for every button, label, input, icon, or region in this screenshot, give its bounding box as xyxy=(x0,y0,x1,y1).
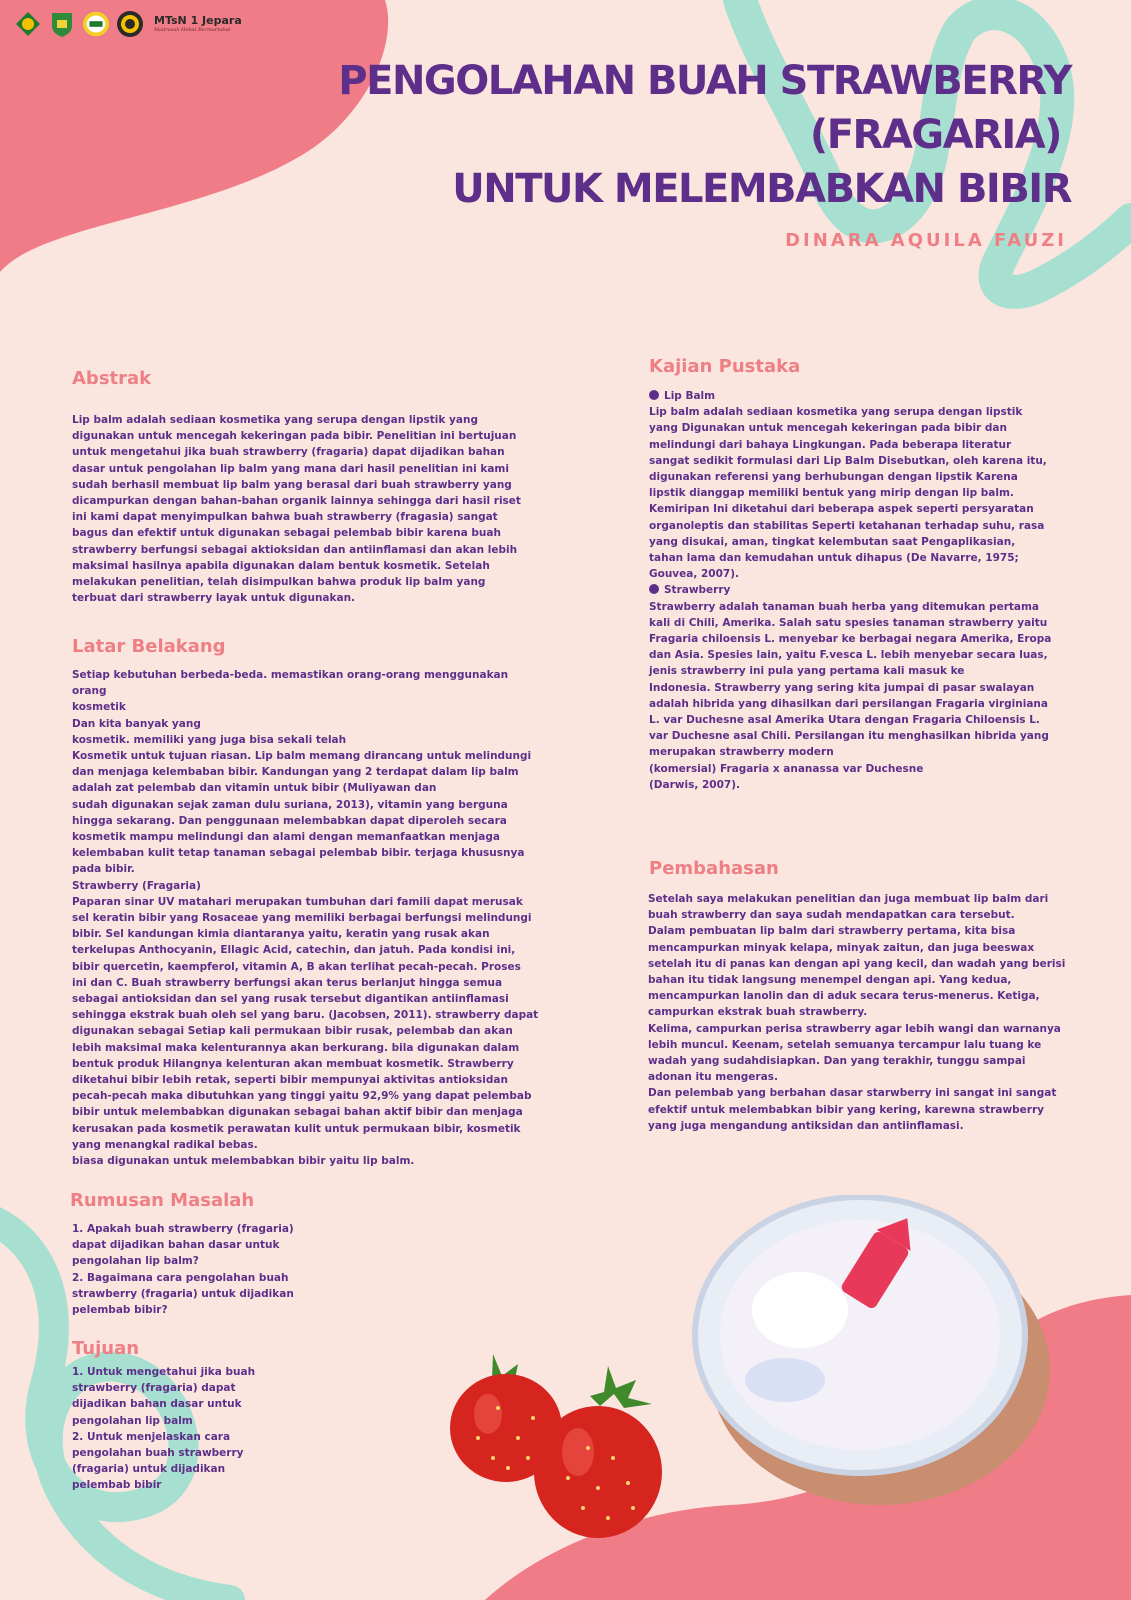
text-line: lipstik dianggap memiliki bentuk yang mirip dengan lip balm. xyxy=(649,487,1014,500)
text-line: Lip balm adalah sediaan kosmetika yang serupa dengan lipstik yang xyxy=(72,414,478,426)
text-line: kali di Chili, Amerika. Salah satu spesies tanaman strawberry yaitu xyxy=(649,616,1048,629)
school-identity xyxy=(154,15,242,33)
text-line: dijadikan bahan dasar untuk xyxy=(72,1398,242,1411)
kajian-pustaka-body xyxy=(649,388,1079,793)
text-line: sudah digunakan sejak zaman dulu suriana, 2013), vitamin yang berguna xyxy=(72,798,508,811)
text-line: campurkan ekstrak buah strawberry. xyxy=(648,1006,868,1019)
text-line: 1. Apakah buah strawberry (fragaria) xyxy=(72,1223,294,1235)
text-line: Dan pelembab yang berbahan dasar starwberry ini sangat ini sangat xyxy=(648,1087,1057,1100)
author-name: DINARA AQUILA FAUZI xyxy=(785,230,1067,251)
text-line: bibir quercetin, kaempferol, vitamin A, B akan terlihat pecah-pecah. Proses xyxy=(72,960,521,973)
pembahasan-body xyxy=(648,891,1088,1134)
text-line: pecah-pecah maka dibutuhkan yang tinggi yaitu 92,9% yang dapat pelembab xyxy=(72,1090,532,1103)
lip-balm-subheading xyxy=(649,388,1079,404)
text-line: kerusakan pada kosmetik perawatan kulit untuk permukaan bibir, kosmetik xyxy=(72,1122,521,1135)
text-line: lebih muncul. Keenam, setelah semuanya tercampur lalu tuang ke xyxy=(648,1038,1042,1051)
lip-balm-photo xyxy=(690,1195,1070,1510)
text-line: kosmetik. memiliki yang juga bisa sekali telah xyxy=(72,733,347,746)
text-line: terbuat dari strawberry layak untuk digunakan. xyxy=(72,592,356,605)
text-line: pengolahan lip balm xyxy=(72,1414,193,1427)
text-line: setelah itu di panas kan dengan api yang kecil, dan wadah yang berisi xyxy=(648,957,1066,970)
text-line: pelembab bibir xyxy=(72,1479,162,1492)
text-line: wadah yang sudahdisiapkan. Dan yang terakhir, tunggu sampai xyxy=(648,1055,1026,1068)
text-line: yang Digunakan untuk mencegah kekeringan pada bibir dan xyxy=(649,422,1007,435)
header-logos xyxy=(14,10,242,38)
text-line: Dan kita banyak yang xyxy=(72,717,201,730)
text-line: sel keratin bibir yang Rosaceae yang memiliki berbagai berfungsi melindungi xyxy=(72,912,532,925)
text-line: melakukan penelitian, telah disimpulkan bahwa produk lip balm yang xyxy=(72,576,486,589)
pembahasan-heading: Pembahasan xyxy=(649,858,779,879)
text-line: pengolahan buah strawberry xyxy=(72,1447,244,1460)
text-line: 2. Bagaimana cara pengolahan buah xyxy=(72,1271,289,1284)
text-line: bibir untuk melembabkan digunakan sebagai bahan aktif bibir dan menjaga xyxy=(72,1106,523,1119)
text-line: adalah zat pelembab dan vitamin untuk bibir (Muliyawan dan xyxy=(72,782,437,795)
bullet-icon xyxy=(649,390,659,400)
text-line: dan menjaga kelembaban bibir. Kandungan yang 2 terdapat dalam lip balm xyxy=(72,766,519,779)
text-line: buah strawberry dan saya sudah mendapatkan cara tersebut. xyxy=(648,909,1015,922)
text-line: pelembab bibir? xyxy=(72,1304,168,1317)
text-line: bagus dan efektif untuk digunakan sebagai pelembab bibir karena buah xyxy=(72,527,501,540)
text-line: Kemiripan Ini diketahui dari beberapa aspek seperti persyaratan xyxy=(649,503,1034,516)
text-line: (komersial) Fragaria x ananassa var Duchesne xyxy=(649,762,924,775)
text-line: var Duchesne asal Chili. Persilangan itu menghasilkan hibrida yang xyxy=(649,730,1049,743)
text-line: kelembaban kulit tetap tanaman sebagai pelembab bibir. terjaga khususnya xyxy=(72,847,525,860)
text-line: sebagai antioksidan dan sel yang rusak tersebut digantikan antiinflamasi xyxy=(72,993,509,1006)
school-motto: Madrasah Hebat Bermartabat xyxy=(154,27,231,33)
mtsn-emblem-logo xyxy=(116,10,144,38)
text-line: bahan itu tidak langsung menempel dengan api. Yang kedua, xyxy=(648,974,1012,987)
text-line: digunakan referensi yang berhubungan dengan lipstik Karena xyxy=(649,471,1018,484)
text-line: Fragaria chiloensis L. menyebar ke berbagai negara Amerika, Eropa xyxy=(649,633,1052,646)
text-line: strawberry (fragaria) dapat xyxy=(72,1382,236,1395)
text-line: merupakan strawberry modern xyxy=(649,746,834,759)
latar-belakang-body xyxy=(72,667,562,1169)
title-line-1: PENGOLAHAN BUAH STRAWBERRY xyxy=(338,58,1071,104)
rumusan-masalah-body xyxy=(72,1221,332,1318)
title-line-3: UNTUK MELEMBABKAN BIBIR xyxy=(452,166,1071,212)
text-line: jenis strawberry ini pula yang pertama kali masuk ke xyxy=(649,665,965,678)
abstrak-heading: Abstrak xyxy=(72,368,152,389)
text-line: Setiap kebutuhan berbeda-beda. memastikan orang-orang menggunakan xyxy=(72,669,509,681)
poster-title xyxy=(171,54,1071,216)
text-line: diketahui bibir lebih retak, seperti bibir mempunyai aktivitas antioksidan xyxy=(72,1074,508,1087)
text-line: sehingga ekstrak buah oleh sel yang baru. (Jacobsen, 2011). strawberry dapat xyxy=(72,1009,539,1022)
text-line: Gouvea, 2007). xyxy=(649,568,740,581)
text-line: digunakan untuk mencegah kekeringan pada bibir. Penelitian ini bertujuan xyxy=(72,430,517,443)
text-line: hingga sekarang. Dan penggunaan melembabkan dapat diperoleh secara xyxy=(72,814,507,827)
abstrak-body xyxy=(72,412,542,606)
kemenag-logo xyxy=(14,10,42,38)
text-line: mencampurkan minyak kelapa, minyak zaitun, dan juga beeswax xyxy=(648,941,1035,954)
text-line: melindungi dari bahaya Lingkungan. Pada beberapa literatur xyxy=(649,438,1012,451)
text-line: Paparan sinar UV matahari merupakan tumbuhan dari famili dapat merusak xyxy=(72,895,523,908)
text-line: pada bibir. xyxy=(72,863,135,876)
text-line: orang xyxy=(72,685,107,698)
text-line: Dalam pembuatan lip balm dari strawberry pertama, kita bisa xyxy=(648,925,1016,938)
text-line: Indonesia. Strawberry yang sering kita jumpai di pasar swalayan xyxy=(649,681,1035,694)
school-badge-logo xyxy=(82,10,110,38)
bullet-icon xyxy=(649,584,659,594)
text-line: (Darwis, 2007). xyxy=(649,778,740,791)
strawberries-photo xyxy=(448,1348,678,1548)
text-line: Kosmetik untuk tujuan riasan. Lip balm memang dirancang untuk melindungi xyxy=(72,750,532,763)
text-line: biasa digunakan untuk melembabkan bibir yaitu lip balm. xyxy=(72,1155,415,1168)
text-line: maksimal hasilnya apabila digunakan dalam bentuk kosmetik. Setelah xyxy=(72,559,490,572)
text-line: ini dan C. Buah strawberry berfungsi akan terus berlanjut hingga semua xyxy=(72,976,503,989)
text-line: yang menangkal radikal bebas. xyxy=(72,1138,258,1151)
text-line: Strawberry (Fragaria) xyxy=(72,879,201,892)
text-line: (fragaria) untuk dijadikan xyxy=(72,1463,226,1476)
text-line: pengolahan lip balm? xyxy=(72,1255,199,1268)
text-line: untuk mengetahui jika buah strawberry (fragaria) dapat dijadikan bahan xyxy=(72,446,505,459)
text-line: 2. Untuk menjelaskan cara xyxy=(72,1430,231,1443)
text-line: strawberry (fragaria) untuk dijadikan xyxy=(72,1287,294,1300)
text-line: strawberry berfungsi sebagai aktioksidan dan antiinflamasi dan akan lebih xyxy=(72,543,518,556)
text-line: digunakan sebagai Setiap kali permukaan bibir rusak, pelembab dan akan xyxy=(72,1025,513,1038)
text-line: yang juga mengandung antiksidan dan antiinflamasi. xyxy=(648,1119,964,1132)
title-line-2: (FRAGARIA) xyxy=(809,112,1061,158)
text-line: dasar untuk pengolahan lip balm yang mana dari hasil penelitian ini kami xyxy=(72,462,509,475)
text-line: yang disukai, aman, tingkat kelembutan saat Pengaplikasian, xyxy=(649,535,1016,548)
strawberry-text xyxy=(649,599,1079,793)
text-line: adonan itu mengeras. xyxy=(648,1071,778,1084)
latar-belakang-heading: Latar Belakang xyxy=(72,636,226,657)
rumusan-masalah-heading: Rumusan Masalah xyxy=(70,1190,255,1211)
text-line: Lip balm adalah sediaan kosmetika yang serupa dengan lipstik xyxy=(649,406,1023,419)
kajian-pustaka-heading: Kajian Pustaka xyxy=(649,356,801,377)
text-line: bentuk produk Hilangnya kelenturan akan membuat kosmetik. Strawberry xyxy=(72,1057,514,1070)
text-line: 1. Untuk mengetahui jika buah xyxy=(72,1366,256,1378)
text-line: Kelima, campurkan perisa strawberry agar lebih wangi dan warnanya xyxy=(648,1022,1061,1035)
school-name: MTsN 1 Jepara xyxy=(154,14,242,27)
tujuan-heading: Tujuan xyxy=(72,1338,140,1359)
strawberry-subheading xyxy=(649,582,1079,598)
text-line: dicampurkan dengan bahan-bahan organik lainnya sehingga dari hasil riset xyxy=(72,495,521,508)
lip-balm-text xyxy=(649,404,1079,582)
text-line: kosmetik mampu melindungi dan alami dengan memanfaatkan menjaga xyxy=(72,831,500,844)
text-line: tahan lama dan kemudahan untuk dihapus (De Navarre, 1975; xyxy=(649,552,1019,565)
text-line: efektif untuk melembabkan bibir yang kering, karewna strawberry xyxy=(648,1103,1044,1116)
text-line: Strawberry adalah tanaman buah herba yang ditemukan pertama xyxy=(649,600,1039,613)
text-line: L. var Duchesne asal Amerika Utara dengan Fragaria Chiloensis L. xyxy=(649,714,1040,727)
text-line: adalah hibrida yang dihasilkan dari persilangan Fragaria virginiana xyxy=(649,697,1048,710)
text-line: terkelupas Anthocyanin, Ellagic Acid, catechin, dan jatuh. Pada kondisi ini, xyxy=(72,944,516,957)
tujuan-body xyxy=(72,1364,312,1494)
text-line: organoleptis dan stabilitas Seperti ketahanan terhadap suhu, rasa xyxy=(649,519,1045,532)
text-line: sudah berhasil membuat lip balm yang berasal dari buah strawberry yang xyxy=(72,478,512,491)
text-line: dan Asia. Spesies lain, yaitu F.vesca L. lebih menyebar secara luas, xyxy=(649,649,1048,662)
text-line: Setelah saya melakukan penelitian dan juga membuat lip balm dari xyxy=(648,893,1049,905)
strawberry-title: Strawberry xyxy=(664,584,731,597)
text-line: mencampurkan lanolin dan di aduk secara terus-menerus. Ketiga, xyxy=(648,990,1040,1003)
lip-balm-title: Lip Balm xyxy=(664,390,716,402)
text-line: lebih maksimal maka kelenturannya akan berkurang. bila digunakan dalam xyxy=(72,1041,520,1054)
text-line: bibir. Sel kandungan kimia diantaranya yaitu, keratin yang rusak akan xyxy=(72,928,490,941)
text-line: dapat dijadikan bahan dasar untuk xyxy=(72,1239,280,1252)
text-line: kosmetik xyxy=(72,701,126,714)
madrasah-logo xyxy=(48,10,76,38)
text-line: ini kami dapat menyimpulkan bahwa buah strawberry (fragasia) sangat xyxy=(72,511,498,524)
text-line: sangat sedikit formulasi dari Lip Balm Disebutkan, oleh karena itu, xyxy=(649,454,1047,467)
